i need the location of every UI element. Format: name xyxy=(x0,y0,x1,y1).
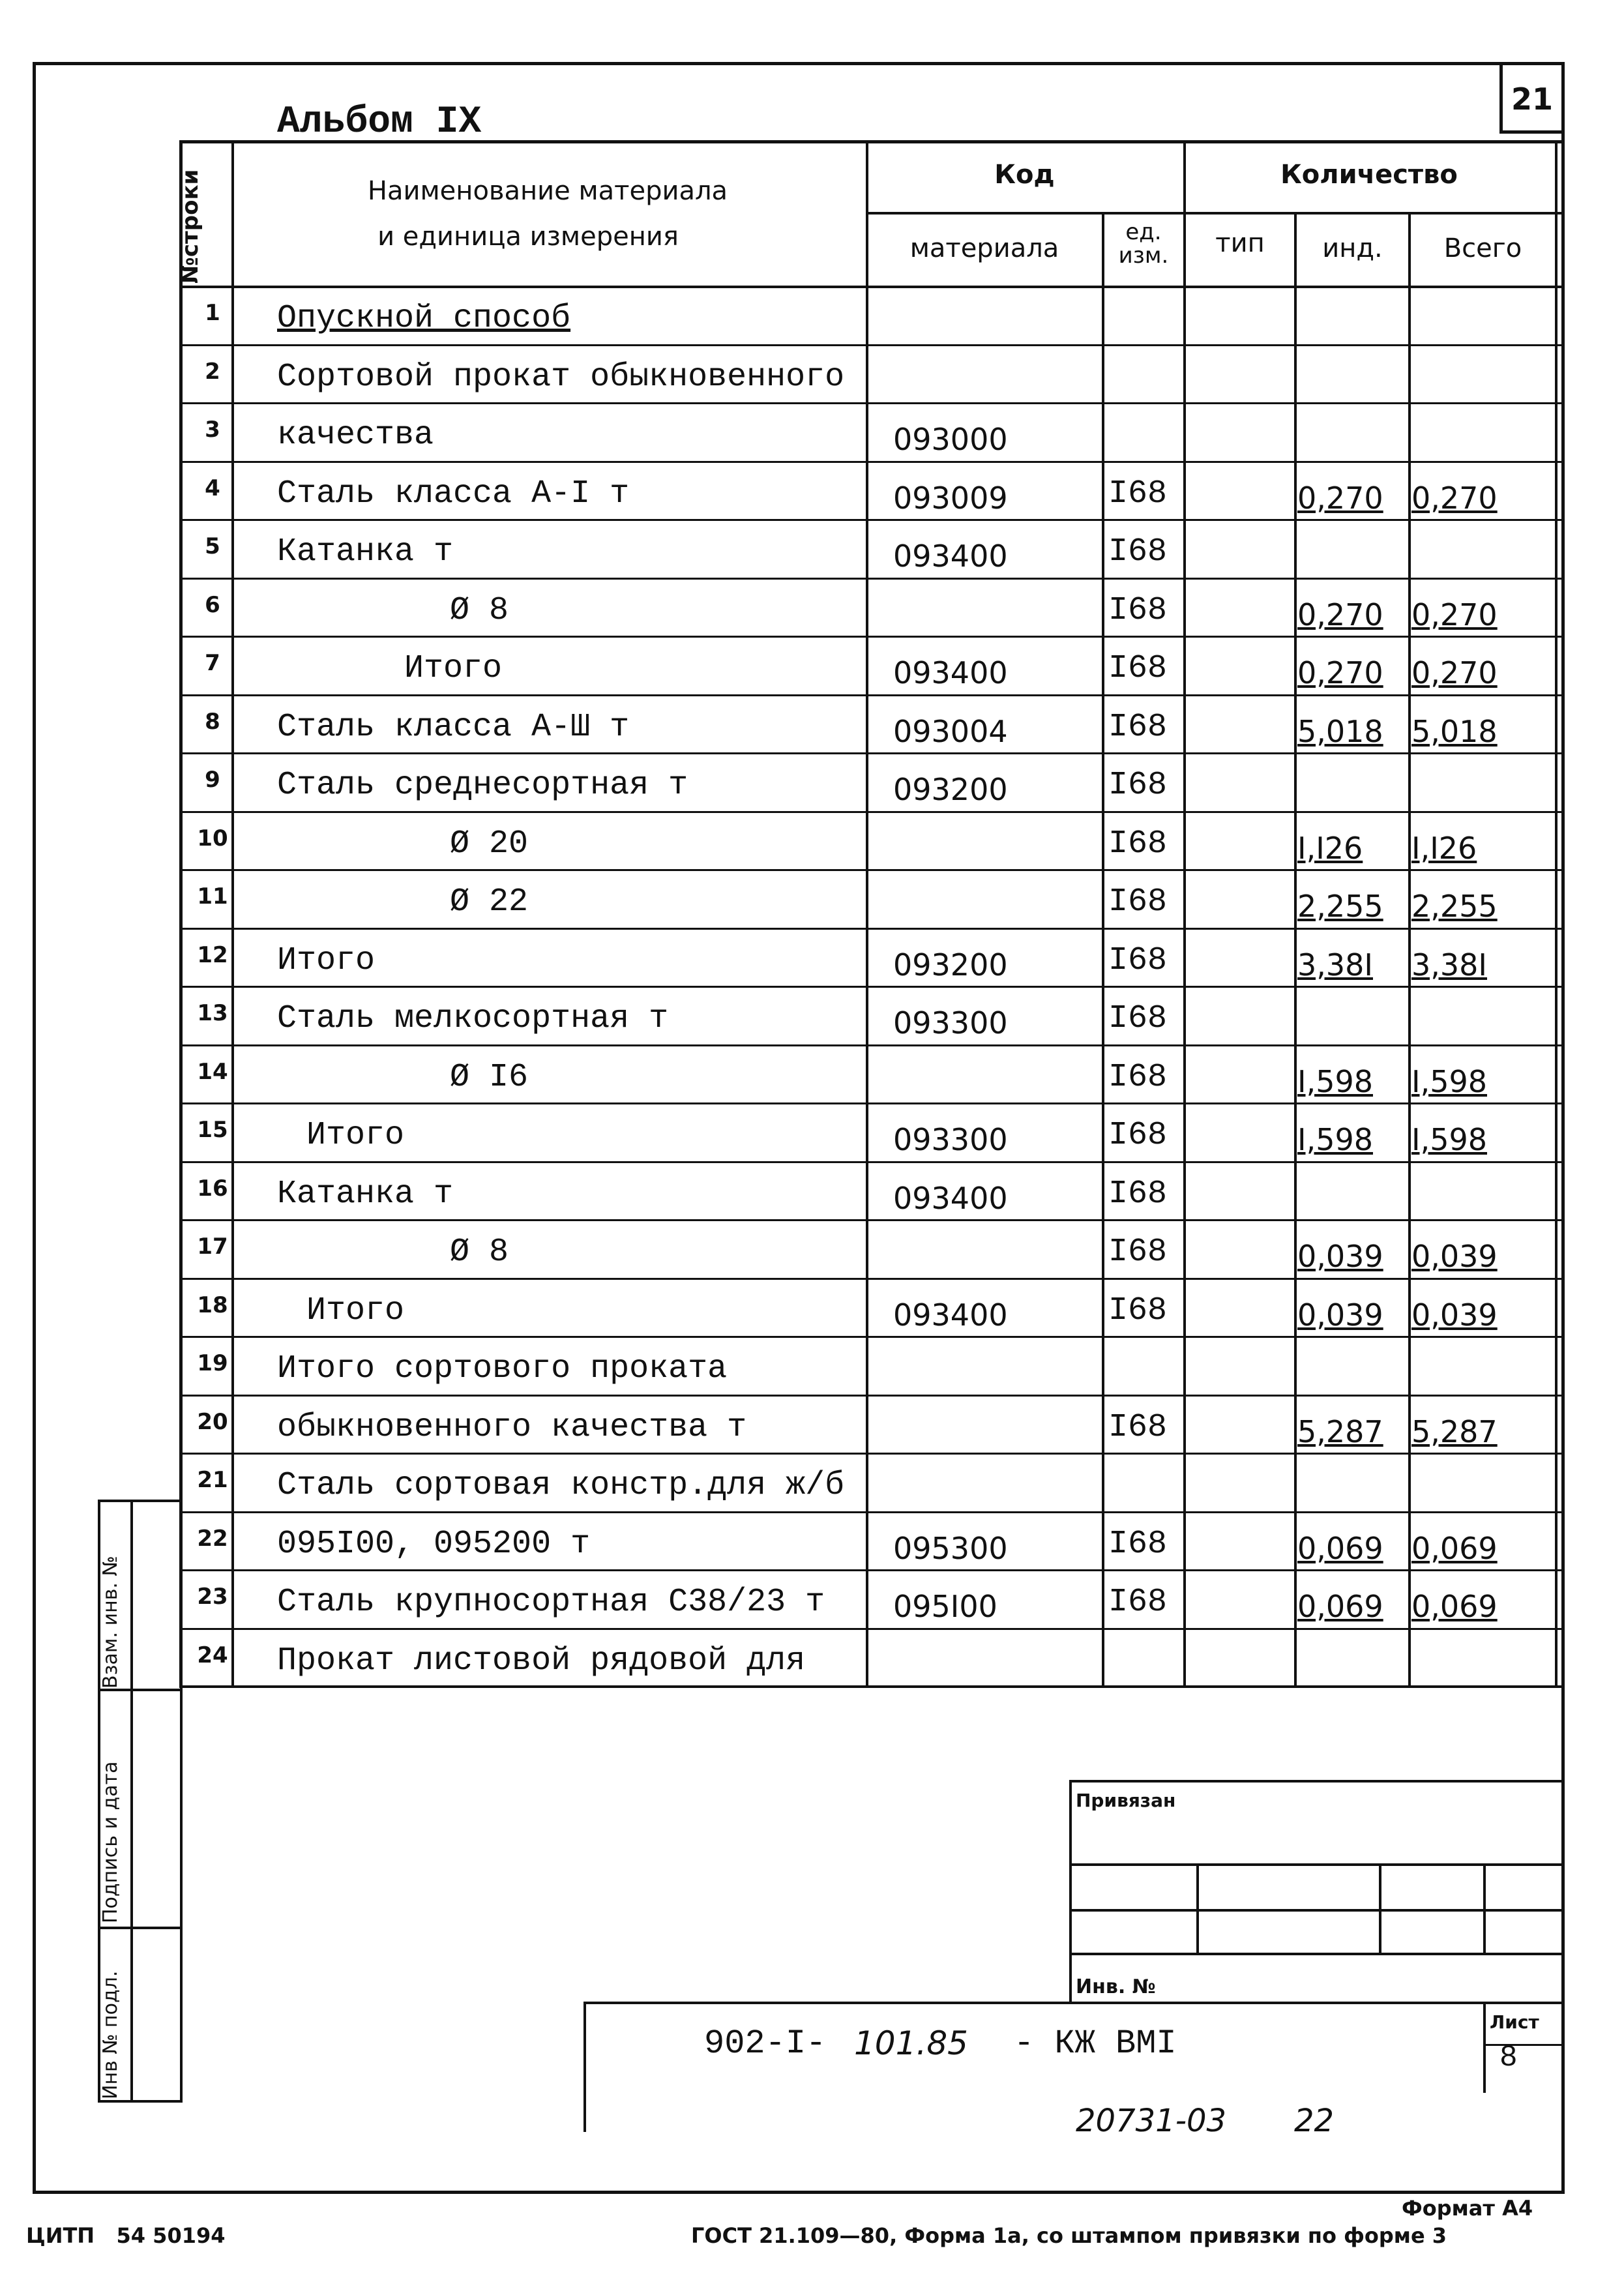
table-row-line xyxy=(179,869,1565,871)
row-qty-total: 0,069 xyxy=(1411,1589,1498,1624)
row-qty-total: 0,069 xyxy=(1411,1530,1498,1566)
row-qty-total: 5,018 xyxy=(1411,713,1498,749)
row-name: Ø I6 xyxy=(450,1058,529,1096)
row-number: 9 xyxy=(205,767,220,793)
table-row-line xyxy=(179,1161,1565,1163)
row-unit-code: I68 xyxy=(1108,941,1168,979)
col-line-ind xyxy=(1408,212,1411,1685)
side-label-inv-orig: Инв № подл. xyxy=(99,1970,122,2099)
row-material-code: 093004 xyxy=(893,713,1008,749)
row-name: Катанка т xyxy=(277,1175,454,1213)
row-number: 6 xyxy=(205,591,220,618)
side-label-replace-inv: Взам. инв. № xyxy=(99,1556,122,1689)
row-unit-code: I68 xyxy=(1108,1292,1168,1329)
table-row-line xyxy=(179,1395,1565,1397)
row-number: 13 xyxy=(197,1000,228,1026)
row-material-code: 093009 xyxy=(893,480,1008,516)
table-row-line xyxy=(179,402,1565,404)
row-qty-ind: 0,270 xyxy=(1297,597,1383,632)
doc-prefix: 902-I- xyxy=(704,2024,827,2063)
row-material-code: 093000 xyxy=(893,422,1008,457)
doc-suffix: - КЖ ВМI xyxy=(1014,2024,1177,2063)
row-material-code: 093200 xyxy=(893,947,1008,983)
table-row-line xyxy=(179,1219,1565,1221)
row-number: 10 xyxy=(197,825,228,851)
row-number: 21 xyxy=(197,1467,228,1493)
row-number: 12 xyxy=(197,941,228,968)
table-row-line xyxy=(179,811,1565,813)
header-qty-group: Количество xyxy=(1280,160,1458,190)
stamp-line-1 xyxy=(1069,1863,1565,1866)
row-number: 1 xyxy=(205,300,220,326)
row-material-code: 093400 xyxy=(893,1297,1008,1333)
stamp-vline-3 xyxy=(1483,1863,1486,1955)
table-row-line xyxy=(179,636,1565,638)
row-name: Сталь мелкосортная т xyxy=(277,1000,669,1037)
row-number: 20 xyxy=(197,1408,228,1435)
row-qty-ind: I,I26 xyxy=(1297,830,1363,866)
row-name: качества xyxy=(277,417,434,454)
row-unit-code: I68 xyxy=(1108,533,1168,570)
row-number: 8 xyxy=(205,708,220,735)
side-inner-line xyxy=(130,1500,133,2103)
row-unit-code: I68 xyxy=(1108,1000,1168,1037)
row-number: 22 xyxy=(197,1525,228,1552)
format-label: Формат А4 xyxy=(1402,2196,1533,2221)
header-row-no: №строки xyxy=(177,169,203,284)
row-number: 7 xyxy=(205,650,220,676)
row-number: 18 xyxy=(197,1292,228,1318)
album-title: Альбом IX xyxy=(277,101,482,143)
row-name: Итого xyxy=(306,1292,405,1329)
stamp-vline-1 xyxy=(1196,1863,1199,1955)
row-unit-code: I68 xyxy=(1108,591,1168,629)
row-qty-ind: 0,069 xyxy=(1297,1530,1383,1566)
row-number: 19 xyxy=(197,1350,228,1376)
row-qty-ind: 3,38I xyxy=(1297,947,1373,983)
table-row-line xyxy=(179,928,1565,930)
col-line-code xyxy=(1102,212,1104,1685)
sheet-label: Лист xyxy=(1490,2011,1539,2033)
row-qty-total: 3,38I xyxy=(1411,947,1487,983)
table-row-line xyxy=(179,1686,1565,1688)
row-name: Сталь сортовая констр.для ж/б xyxy=(277,1467,845,1504)
header-qty-ind: инд. xyxy=(1322,233,1383,263)
col-line-type xyxy=(1294,212,1297,1685)
sheet-divider xyxy=(1483,2044,1565,2046)
row-unit-code: I68 xyxy=(1108,1525,1168,1563)
row-qty-ind: 2,255 xyxy=(1297,889,1383,924)
doc-number: 101.85 xyxy=(854,2024,968,2062)
table-row-line xyxy=(179,578,1565,580)
row-qty-ind: 0,069 xyxy=(1297,1589,1383,1624)
row-unit-code: I68 xyxy=(1108,1408,1168,1446)
header-name-line2: и единица измерения xyxy=(377,222,679,252)
row-number: 15 xyxy=(197,1117,228,1143)
table-row-line xyxy=(179,344,1565,346)
row-name: Итого xyxy=(306,1117,405,1154)
row-qty-total: 0,270 xyxy=(1411,480,1498,516)
table-row-line xyxy=(179,1336,1565,1338)
row-material-code: 095300 xyxy=(893,1530,1008,1566)
row-number: 23 xyxy=(197,1584,228,1610)
row-qty-total: 2,255 xyxy=(1411,889,1498,924)
row-number: 2 xyxy=(205,358,220,385)
designation-block xyxy=(583,2002,1565,2132)
row-material-code: 093200 xyxy=(893,772,1008,807)
row-qty-ind: 0,270 xyxy=(1297,480,1383,516)
row-qty-total: 0,270 xyxy=(1411,655,1498,690)
row-number: 16 xyxy=(197,1175,228,1202)
row-unit-code: I68 xyxy=(1108,767,1168,804)
table-row-line xyxy=(179,986,1565,988)
row-material-code: 093400 xyxy=(893,539,1008,574)
row-unit-code: I68 xyxy=(1108,1058,1168,1096)
row-qty-total: 5,287 xyxy=(1411,1413,1498,1449)
row-name: Сталь класса А-I т xyxy=(277,475,630,512)
row-name: Сталь среднесортная т xyxy=(277,767,688,804)
handwritten-page: 22 xyxy=(1294,2103,1335,2139)
row-name: обыкновенного качества т xyxy=(277,1408,747,1446)
row-name: Итого сортового проката xyxy=(277,1350,728,1387)
row-number: 24 xyxy=(197,1642,228,1668)
handwritten-code: 20731-03 xyxy=(1076,2103,1227,2139)
table-row-line xyxy=(179,1628,1565,1630)
table-row-line xyxy=(179,1569,1565,1571)
row-number: 5 xyxy=(205,533,220,559)
row-name: Ø 8 xyxy=(450,1234,509,1271)
row-unit-code: I68 xyxy=(1108,883,1168,921)
row-name: Сортовой прокат обыкновенного xyxy=(277,358,845,396)
row-qty-total: 0,039 xyxy=(1411,1297,1498,1333)
row-qty-ind: 0,270 xyxy=(1297,655,1383,690)
header-mid-line-qty xyxy=(1183,212,1565,215)
row-unit-code: I68 xyxy=(1108,708,1168,746)
table-row-line xyxy=(179,519,1565,521)
sheet-value: 8 xyxy=(1499,2041,1518,2075)
table-row-line xyxy=(179,461,1565,463)
row-qty-ind: I,598 xyxy=(1297,1063,1373,1099)
table-row-line xyxy=(179,1044,1565,1046)
row-name: Катанка т xyxy=(277,533,454,570)
row-number: 17 xyxy=(197,1234,228,1260)
row-name: Ø 22 xyxy=(450,883,529,921)
row-name: Сталь класса А-Ш т xyxy=(277,708,630,746)
stamp-attached-label: Привязан xyxy=(1076,1790,1176,1811)
table-row-line xyxy=(179,1453,1565,1455)
row-qty-total: I,598 xyxy=(1411,1063,1487,1099)
row-unit-code: I68 xyxy=(1108,650,1168,687)
row-qty-total: 0,039 xyxy=(1411,1239,1498,1274)
stamp-vline-2 xyxy=(1379,1863,1381,1955)
footer-right: ГОСТ 21.109—80, Форма 1а, со штампом привязки по форме 3 xyxy=(691,2223,1447,2248)
row-qty-ind: 0,039 xyxy=(1297,1297,1383,1333)
side-divider-2 xyxy=(98,1927,183,1929)
row-material-code: 093400 xyxy=(893,1180,1008,1216)
row-material-code: 093400 xyxy=(893,655,1008,690)
stamp-inv-no-label: Инв. № xyxy=(1076,1975,1156,1998)
stamp-line-2 xyxy=(1069,1909,1565,1912)
row-material-code: 093300 xyxy=(893,1005,1008,1041)
row-unit-code: I68 xyxy=(1108,1584,1168,1621)
row-name: Опускной способ xyxy=(277,300,571,337)
row-unit-code: I68 xyxy=(1108,1175,1168,1213)
side-label-sign-date: Подпись и дата xyxy=(99,1761,122,1923)
row-unit-code: I68 xyxy=(1108,475,1168,512)
row-unit-code: I68 xyxy=(1108,1117,1168,1154)
row-number: 14 xyxy=(197,1058,228,1085)
table-row-line xyxy=(179,1102,1565,1104)
attached-stamp xyxy=(1069,1780,1565,2002)
row-qty-total: I,598 xyxy=(1411,1122,1487,1157)
row-qty-total: I,I26 xyxy=(1411,830,1477,866)
header-qty-total: Всего xyxy=(1443,233,1522,263)
row-number: 4 xyxy=(205,475,220,501)
row-name: Итого xyxy=(277,941,376,979)
header-bottom-line xyxy=(179,286,1565,288)
footer-left: ЦИТП 54 50194 xyxy=(26,2223,226,2248)
row-qty-ind: 0,039 xyxy=(1297,1239,1383,1274)
row-name: Ø 20 xyxy=(450,825,529,863)
header-code-unit: ед. изм. xyxy=(1118,219,1169,269)
header-name-line1: Наименование материала xyxy=(367,176,728,206)
row-name: 095I00, 095200 т xyxy=(277,1525,591,1563)
row-qty-ind: I,598 xyxy=(1297,1122,1373,1157)
row-name: Сталь крупносортная С38/23 т xyxy=(277,1584,825,1621)
table-row-line xyxy=(179,1511,1565,1513)
header-code-group: Код xyxy=(994,160,1055,190)
row-name: Итого xyxy=(404,650,503,687)
table-row-line xyxy=(179,1278,1565,1280)
header-code-material: материала xyxy=(909,233,1059,263)
table-row-line xyxy=(179,752,1565,754)
header-qty-type: тип xyxy=(1215,228,1265,258)
table-row-line xyxy=(179,694,1565,696)
stamp-line-3 xyxy=(1069,1953,1565,1955)
row-qty-total: 0,270 xyxy=(1411,597,1498,632)
row-number: 11 xyxy=(197,883,228,910)
row-unit-code: I68 xyxy=(1108,1234,1168,1271)
row-qty-ind: 5,018 xyxy=(1297,713,1383,749)
page-corner-number: 21 xyxy=(1511,81,1554,117)
row-material-code: 095I00 xyxy=(893,1589,997,1624)
row-unit-code: I68 xyxy=(1108,825,1168,863)
header-mid-line-code xyxy=(866,212,1183,215)
row-material-code: 093300 xyxy=(893,1122,1008,1157)
row-number: 3 xyxy=(205,417,220,443)
row-name: Ø 8 xyxy=(450,591,509,629)
row-name: Прокат листовой рядовой для xyxy=(277,1642,806,1679)
side-divider-1 xyxy=(98,1689,183,1691)
row-qty-ind: 5,287 xyxy=(1297,1413,1383,1449)
